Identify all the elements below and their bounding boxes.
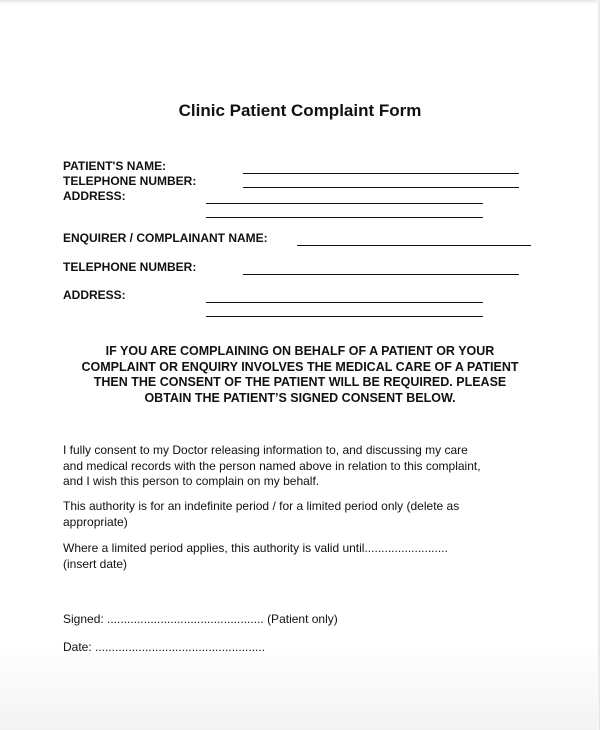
authority-line: This authority is for an indefinite period / for a limited period only (delete as (63, 499, 460, 513)
address2-field-line-1[interactable] (206, 302, 483, 303)
date-line[interactable]: Date: ................................................... (63, 640, 266, 654)
notice-line: OBTAIN THE PATIENT’S SIGNED CONSENT BELOW. (144, 390, 456, 405)
authority-paragraph (63, 499, 459, 530)
consent-paragraph (63, 443, 481, 490)
notice-line: THEN THE CONSENT OF THE PATIENT WILL BE REQUIRED. PLEASE (93, 375, 507, 389)
validity-line: Where a limited period applies, this authority is valid until......................... (63, 541, 448, 555)
consent-line: I fully consent to my Doctor releasing information to, and discussing my care (63, 443, 468, 457)
patient-name-field[interactable] (243, 173, 519, 174)
telephone-label: TELEPHONE NUMBER: (63, 174, 197, 188)
validity-paragraph (63, 541, 448, 572)
consent-notice (40, 344, 560, 406)
address-field-line-2[interactable] (206, 217, 483, 218)
notice-line: COMPLAINT OR ENQUIRY INVOLVES THE MEDICAL CARE OF A PATIENT (81, 359, 519, 374)
enquirer-name-label: ENQUIRER / COMPLAINANT NAME: (63, 231, 268, 245)
address2-label: ADDRESS: (63, 288, 126, 302)
patient-name-label: PATIENT'S NAME: (63, 159, 167, 173)
address-field-line-1[interactable] (206, 203, 483, 204)
consent-line: and medical records with the person named above in relation to this complaint, (63, 458, 481, 473)
authority-line: appropriate) (63, 514, 128, 529)
enquirer-name-field[interactable] (297, 245, 531, 246)
validity-line: (insert date) (63, 556, 128, 571)
telephone2-field[interactable] (243, 274, 519, 275)
telephone2-label: TELEPHONE NUMBER: (63, 260, 197, 274)
form-title: Clinic Patient Complaint Form (178, 101, 422, 120)
consent-line: and I wish this person to complain on my behalf. (63, 474, 320, 488)
address2-field-line-2[interactable] (206, 316, 483, 317)
telephone-field[interactable] (243, 187, 519, 188)
signature-line[interactable]: Signed: ............................................... (Patient only) (63, 612, 338, 626)
page-edge-top (0, 0, 600, 4)
notice-line: IF YOU ARE COMPLAINING ON BEHALF OF A PATIENT OR YOUR (105, 344, 495, 358)
address-label: ADDRESS: (63, 189, 126, 203)
